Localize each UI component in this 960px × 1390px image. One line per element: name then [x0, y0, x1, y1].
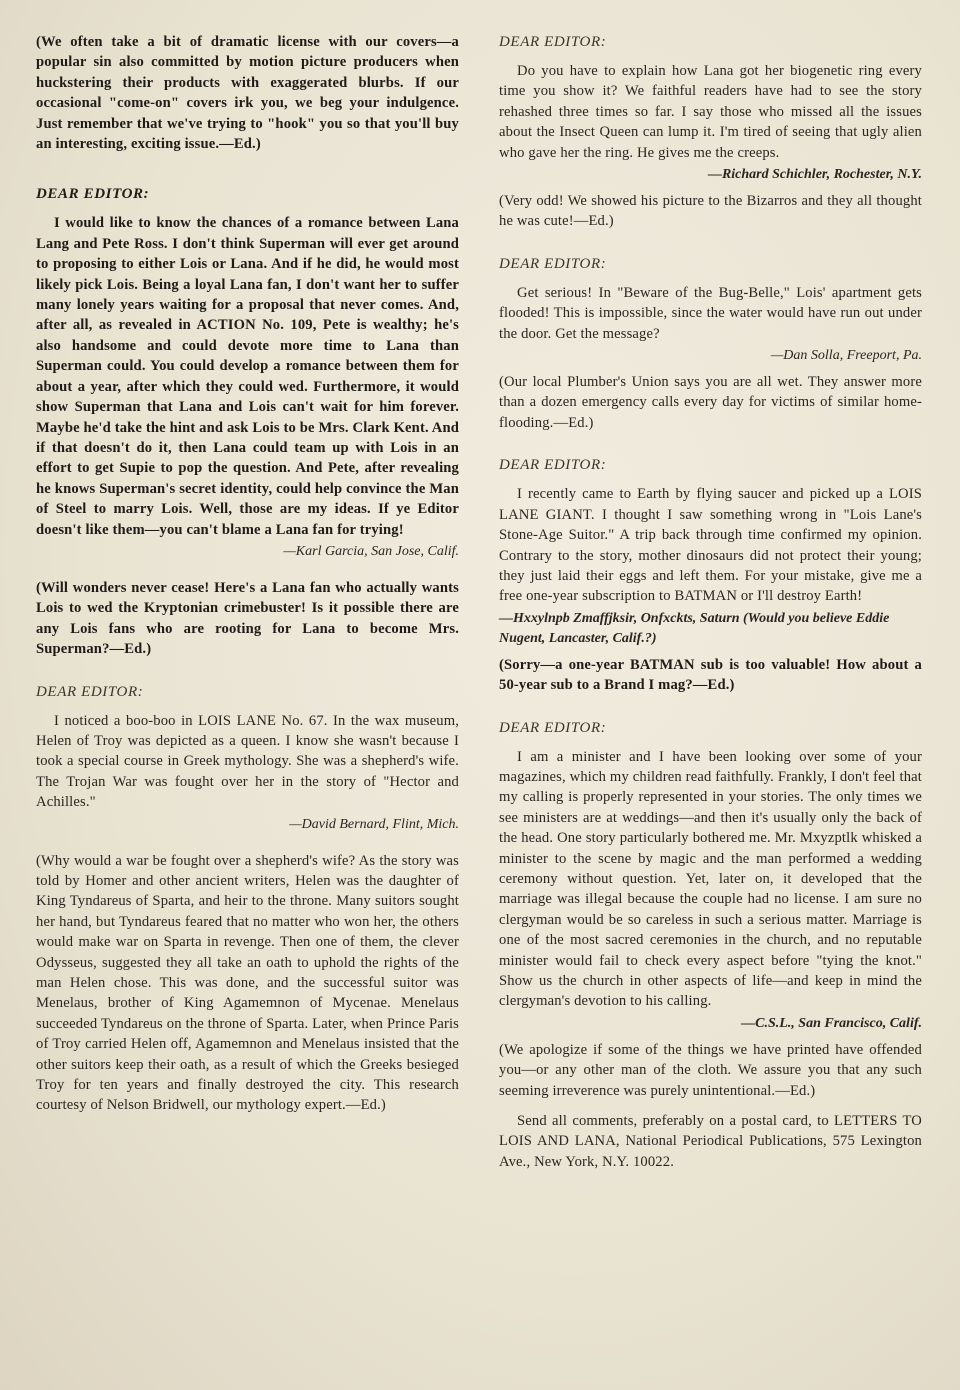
letter-heading: DEAR EDITOR:	[36, 186, 150, 203]
letter-signature: —C.S.L., San Francisco, Calif.	[741, 1015, 922, 1031]
letter-body: I recently came to Earth by flying saucer and picked up a LOIS LANE GIANT. I thought I saw something wrong in "Lois Lane's Stone-Age Suitor." A trip back through time confirmed my opinion. Contrary to the story, mother dinosaurs did not protect their young; they just laid their eggs and left them. For your mistake, give me a free one-year subscription to BATMAN or I'll destroy Earth!	[499, 486, 922, 605]
right-column	[499, 34, 922, 1370]
letter-signature: —David Bernard, Flint, Mich.	[289, 816, 459, 832]
letter-signature: —Richard Schichler, Rochester, N.Y.	[707, 167, 922, 183]
mailing-address-note: Send all comments, preferably on a postal card, to LETTERS TO LOIS AND LANA, National Periodical Publications, 575 Lexington Ave., New York, N.Y. 10022.	[499, 1113, 922, 1170]
editor-reply: (We apologize if some of the things we have printed have offended you—or any other man of the cloth. We assure you that any such seeming irreverence was purely unintentional.—Ed.)	[499, 1041, 922, 1099]
letter-body: Do you have to explain how Lana got her biogenetic ring every time you show it? We faithful readers have had to see the story rehashed three times so far. I say those who missed all the issues about the Insect Queen can lump it. I'm tired of seeing that ugly alien who gave her the ring. He gives me the creeps.	[499, 63, 922, 161]
letter-body: I am a minister and I have been looking over some of your magazines, which my children read faithfully. Frankly, I don't feel that my calling is properly represented in your stories. The only times we see ministers are at weddings—and then it's usually only the back of the head. One story particularly bothered me. Mr. Mxyzptlk whisked a minister to the scene by magic and the man performed a wedding ceremony without question. Yet, later on, it developed that the marriage was illegal because the couple had no license. I am sure no clergyman would be so careless in such a serious matter. Marriage is one of the most sacred ceremonies in the church, and no reputable minister would fail to check every aspect before "tying the knot." Show us the church in other aspects of life—and keep in mind the clergyman's devotion to his calling.	[499, 748, 922, 1010]
letter-body: I noticed a boo-boo in LOIS LANE No. 67. In the wax museum, Helen of Troy was depicted as a queen. I know she wasn't because I took a special course in Greek mythology. She was a shepherd's wife. The Trojan War was fought over her in the story of "Hector and Achilles."	[36, 712, 459, 811]
editor-intro-note: (We often take a bit of dramatic license with our covers—a popular sin also committed by motion picture producers when huckstering their products with exaggerated blurbs. If our occasional "come-on" covers irk you, we beg your indulgence. Just remember that we've trying to "hook" you so that you'll buy an interesting, exciting issue.—Ed.)	[36, 34, 459, 153]
letter-heading: DEAR EDITOR:	[36, 683, 144, 700]
editor-reply: (Will wonders never cease! Here's a Lana fan who actually wants Lois to wed the Kryptonian crimebuster! Is it possible there are any Lois fans who are rooting for Lana to become Mrs. Superman?—Ed.)	[36, 579, 459, 658]
editor-reply: (Sorry—a one-year BATMAN sub is too valuable! How about a 50-year sub to a Brand I mag?—Ed.)	[499, 656, 922, 694]
editor-reply: (Our local Plumber's Union says you are all wet. They answer more than a dozen emergency calls every day for victims of similar home-flooding.—Ed.)	[499, 374, 922, 431]
letter-body: Get serious! In "Beware of the Bug-Belle," Lois' apartment gets flooded! This is impossible, since the water would have run out under the door. Get the message?	[499, 284, 922, 342]
letter-heading: DEAR EDITOR:	[499, 255, 607, 272]
letter-heading: DEAR EDITOR:	[499, 457, 607, 474]
letter-signature: —Hxxylnpb Zmaffjksir, Onfxckts, Saturn (Would you believe Eddie Nugent, Lancaster, Calif.?)	[499, 610, 890, 646]
editor-reply: (Very odd! We showed his picture to the Bizarros and they all thought he was cute!—Ed.)	[499, 193, 922, 230]
letter-heading: DEAR EDITOR:	[499, 34, 607, 50]
letter-signature: —Karl Garcia, San Jose, Calif.	[283, 543, 459, 559]
editor-reply: (Why would a war be fought over a shepherd's wife? As the story was told by Homer and other ancient writers, Helen was the daughter of King Tyndareus of Sparta, and heir to the throne. Many suitors sought her hand, but Tyndareus feared that no matter who won her, the others would make war on Sparta in revenge. Then one of them, the clever Odysseus, suggested they all take an oath to uphold the rights of the man Helen chose. This was done, and the successful suitor was Menelaus, brother of King Agamemnon of Mycenae. Menelaus succeeded Tyndareus on the throne of Sparta. Later, when Prince Paris of Troy carried Helen off, Agamemnon and Menelaus insisted that the other suitors keep their oath, as a result of which the Greeks besieged Troy for ten years and finally destroyed the city. This research courtesy of Nelson Bridwell, our mythology expert.—Ed.)	[36, 852, 459, 1114]
left-column	[36, 32, 459, 1370]
letter-body: I would like to know the chances of a romance between Lana Lang and Pete Ross. I don't think Superman will ever get around to proposing to either Lois or Lana. And if he did, he would most likely pick Lois. Being a loyal Lana fan, I don't want her to suffer many lonely years waiting for a proposal that never comes. And, after all, as revealed in ACTION No. 109, Pete is wealthy; he's also handsome and could devote more time to Lana than Superman could. You could develop a romance between them for about a year, after which they could wed. Furthermore, it would show Superman that Lana and Lois can't wait for him forever. Maybe he'd take the hint and ask Lois to be Mrs. Clark Kent. And if that doesn't do it, then Lana could team up with Lois in an effort to get Supie to pop the question. And Pete, after revealing he knows Superman's secret identity, could help convince the Man of Steel to marry Lois. Well, those are my ideas. If ye Editor doesn't like them—you can't blame a Lana fan for trying!	[36, 215, 459, 538]
letter-heading: DEAR EDITOR:	[499, 719, 607, 736]
letter-signature: —Dan Solla, Freeport, Pa.	[770, 348, 922, 364]
